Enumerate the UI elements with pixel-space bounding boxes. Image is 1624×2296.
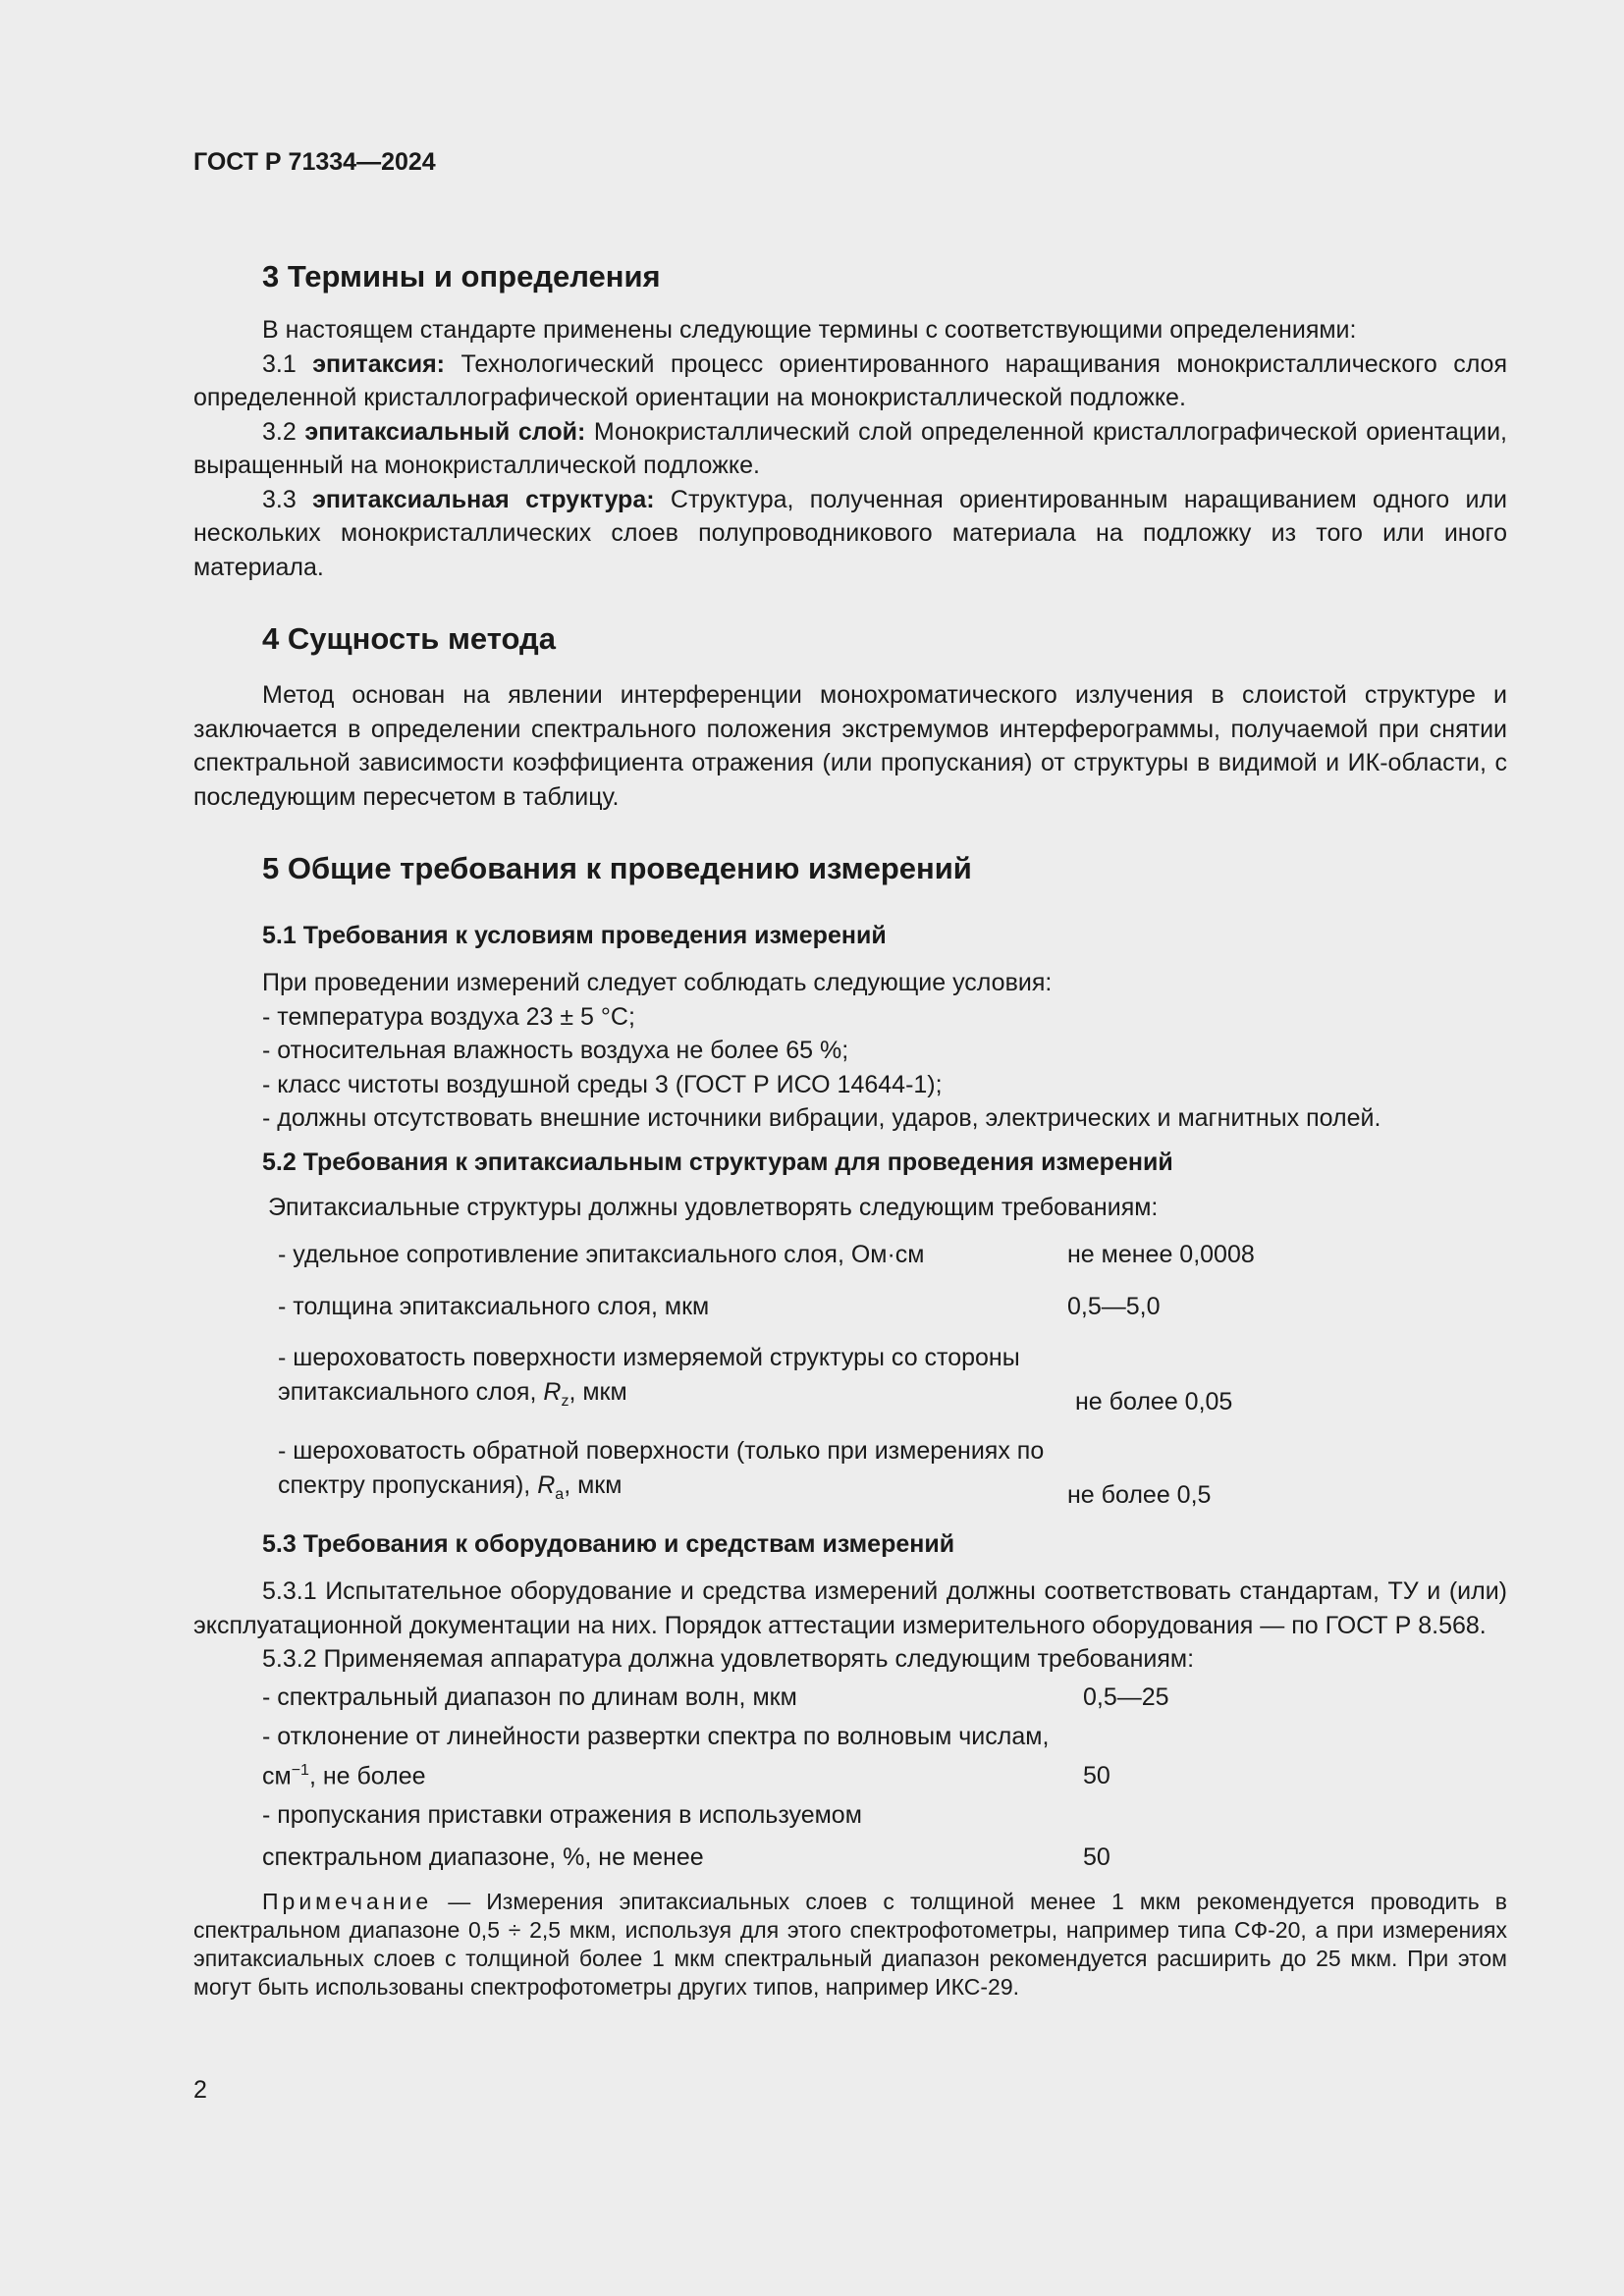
section-3-body (193, 313, 1507, 584)
requirement-row (193, 1238, 1507, 1272)
equipment-row (193, 1798, 1507, 1874)
term-3-2: 3.2 эпитаксиальный слой: Монокристаллический слой определенной кристаллографической ориентации, выращенный на монокристаллической подложке. (193, 417, 1507, 479)
term-3-2-definition: Монокристаллический слой определенной кристаллографической ориентации, выращенный на монокристаллической подложке. (193, 417, 1507, 479)
condition-item: - класс чистоты воздушной среды 3 (ГОСТ Р ИСО 14644-1); (262, 1070, 943, 1098)
requirement-row (193, 1341, 1507, 1418)
section-5-3-title: 5.3 Требования к оборудованию и средствам измерений (262, 1530, 955, 1558)
note-text: — Измерения эпитаксиальных слоев с толщиной менее 1 мкм рекомендуется проводить в спектральном диапазоне 0,5 ÷ 2,5 мкм, используя для этого спектрофотометры, например типа СФ-20, а при измерениях эпитаксиальных слоев с толщиной более 1 мкм спектральный диапазон рекомендуется расширить до 25 мкм. При этом могут быть использованы спектрофотометры других типов, например ИКС-29. (193, 1889, 1507, 2001)
requirement-value: не менее 0,0008 (1067, 1241, 1255, 1268)
term-3-1-name: эпитаксия: (312, 349, 446, 378)
section-3-title: 3 Термины и определения (262, 259, 661, 294)
requirement-label: - шероховатость обратной поверхности (только при измерениях по спектру пропускания), $R_a$, мкм (278, 1437, 1045, 1503)
term-3-3: 3.3 эпитаксиальная структура: Структура, полученная ориентированным наращиванием одного или нескольких монокристаллических слоев полупроводникового материала на подложку из того или иного материала. (193, 485, 1508, 581)
requirement-value: не более 0,5 (1067, 1480, 1212, 1509)
requirement-row (193, 1434, 1507, 1512)
condition-item: - температура воздуха 23 ± 5 °С; (262, 1002, 635, 1031)
note-label: Примечание (262, 1889, 433, 1915)
equipment-row (193, 1681, 1507, 1715)
section-5-2-title: 5.2 Требования к эпитаксиальным структурам для проведения измерений (262, 1148, 1173, 1176)
section-4-text: Метод основан на явлении интерференции монохроматического излучения в слоистой структуре и заключается в определении спектрального положения экстремумов интерферограммы, получаемой при снятии спектральной зависимости коэффициента отражения (или пропускания) от структуры в видимой и ИК-области, с последующим пересчетом в таблицу. (193, 681, 1507, 811)
term-3-3-definition: Структура, полученная ориентированным наращиванием одного или нескольких монокристаллических слоев полупроводникового материала на подложку из того или иного материала. (193, 485, 1508, 581)
section-5-3-body (193, 1575, 1507, 1677)
term-3-1-definition: Технологический процесс ориентированного наращивания монокристаллического слоя определенной кристаллографической ориентации на монокристаллической подложке. (193, 349, 1508, 411)
equipment-value: 50 (1083, 1761, 1110, 1789)
requirement-value: не более 0,05 (1075, 1387, 1233, 1415)
equipment-label: - спектральный диапазон по длинам волн, мкм (262, 1682, 797, 1711)
section-5-1-body (193, 966, 1507, 1136)
requirement-value: 0,5—5,0 (1067, 1292, 1161, 1320)
section-4-title: 4 Сущность метода (262, 621, 556, 656)
requirement-label: - удельное сопротивление эпитаксиального слоя, Ом·см (278, 1241, 925, 1268)
term-3-3-name: эпитаксиальная структура: (312, 485, 655, 513)
section-3-intro: В настоящем стандарте применены следующие термины с соответствующими определениями: (262, 316, 1357, 344)
requirement-label: - толщина эпитаксиального слоя, мкм (278, 1292, 710, 1320)
section-5-title: 5 Общие требования к проведению измерений (262, 851, 972, 885)
equipment-row (193, 1720, 1507, 1792)
equipment-value: 50 (1083, 1842, 1110, 1871)
requirement-label: - шероховатость поверхности измеряемой структуры со стороны эпитаксиального слоя, $R_z$, мкм (278, 1344, 1020, 1410)
section-5-2-intro: Эпитаксиальные структуры должны удовлетворять следующим требованиям: (268, 1193, 1159, 1221)
condition-item: - относительная влажность воздуха не более 65 %; (262, 1037, 849, 1064)
condition-item: - должны отсутствовать внешние источники вибрации, ударов, электрических и магнитных полей. (262, 1104, 1381, 1132)
section-5-1-intro: При проведении измерений следует соблюдать следующие условия: (262, 969, 1053, 996)
page-number: 2 (193, 2076, 207, 2104)
requirement-row (193, 1290, 1507, 1324)
clause-5-3-2: 5.3.2 Применяемая аппаратура должна удовлетворять следующим требованиям: (262, 1645, 1195, 1673)
term-3-1: 3.1 эпитаксия: Технологический процесс ориентированного наращивания монокристаллического слоя определенной кристаллографической ориентации на монокристаллической подложке. (193, 349, 1508, 411)
clause-5-3-1: 5.3.1 Испытательное оборудование и средства измерений должны соответствовать стандартам, ТУ и (или) эксплуатационной документации на них. Порядок аттестации измерительного оборудования — по ГОСТ Р 8.568. (193, 1577, 1507, 1639)
term-3-2-name: эпитаксиальный слой: (304, 417, 586, 446)
document-page (193, 145, 1507, 2002)
equipment-label: - пропускания приставки отражения в используемом спектральном диапазоне, %, не менее (262, 1801, 862, 1871)
standard-header: ГОСТ Р 71334—2024 (193, 148, 436, 176)
equipment-label: - отклонение от линейности развертки спектра по волновым числам, $см^{-1}$, не более (262, 1723, 1050, 1789)
equipment-value: 0,5—25 (1083, 1682, 1169, 1711)
note (193, 1888, 1507, 2002)
section-5-1-title: 5.1 Требования к условиям проведения измерений (262, 922, 887, 949)
